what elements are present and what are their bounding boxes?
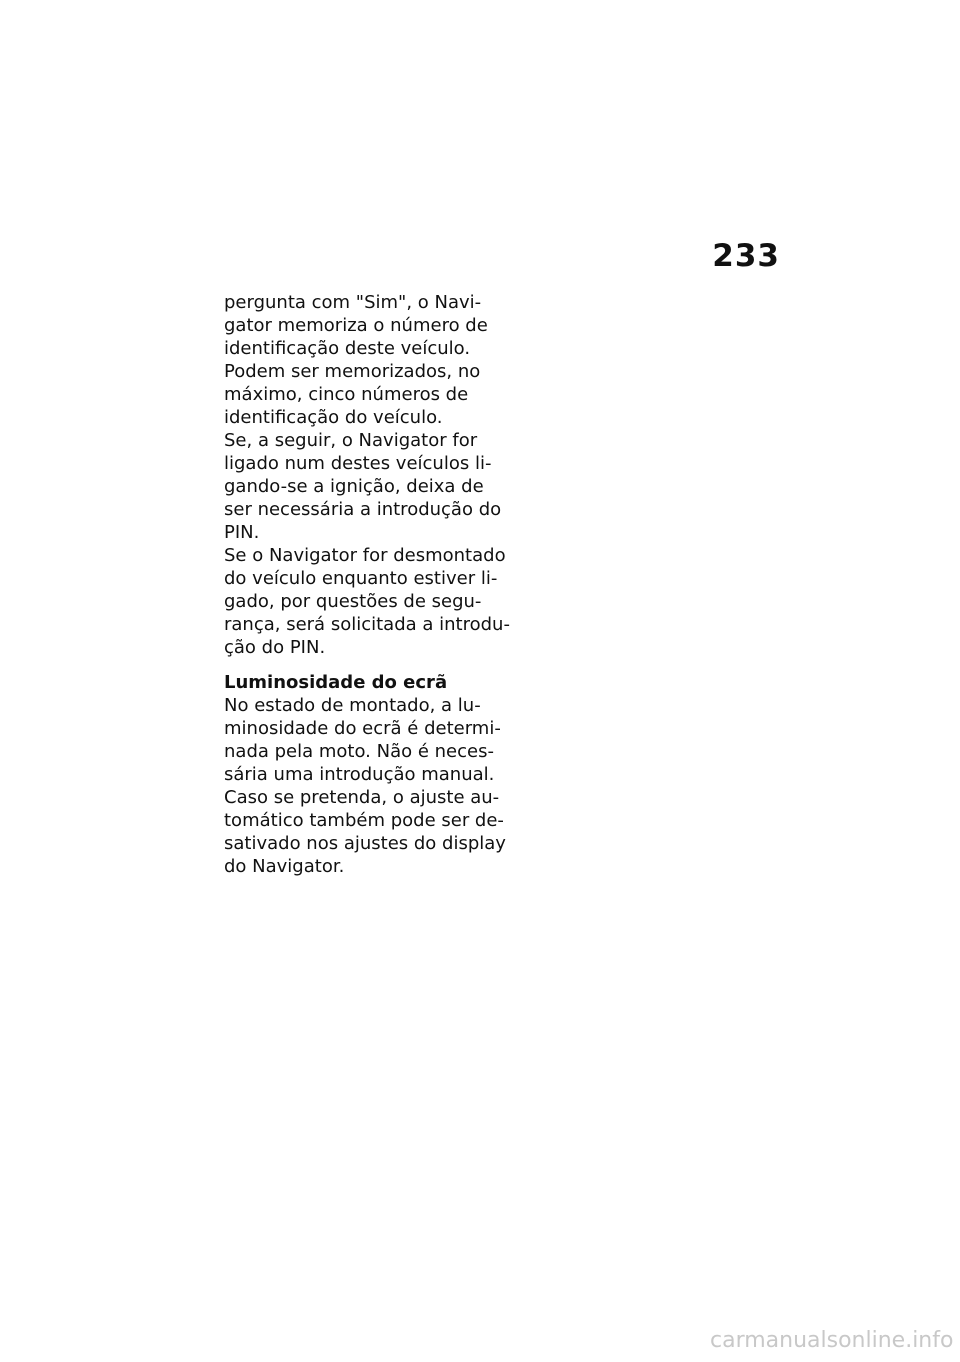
section-spacer [224, 659, 492, 671]
text-line: do veículo enquanto estiver li- [224, 568, 498, 589]
text-line: Caso se pretenda, o ajuste au- [224, 787, 500, 808]
text-line: Se o Navigator for desmontado [224, 545, 506, 566]
text-line: máximo, cinco números de [224, 384, 469, 405]
text-line: identificação do veículo. [224, 407, 443, 428]
text-line: gado, por questões de segu- [224, 591, 482, 612]
text-line: ção do PIN. [224, 637, 326, 658]
text-line: minosidade do ecrã é determi- [224, 718, 501, 739]
paragraph-pin [224, 291, 510, 659]
text-line: ligado num destes veículos li- [224, 453, 492, 474]
text-line: sativado nos ajustes do display [224, 833, 506, 854]
text-line: sária uma introdução manual. [224, 764, 495, 785]
text-line: nada pela moto. Não é neces- [224, 741, 494, 762]
text-line: gando-se a ignição, deixa de [224, 476, 484, 497]
page-number: 233 [712, 238, 780, 274]
text-column [224, 291, 510, 878]
text-line: No estado de montado, a lu- [224, 695, 481, 716]
text-line: PIN. [224, 522, 260, 543]
text-line: Se, a seguir, o Navigator for [224, 430, 478, 451]
section-heading: Luminosidade do ecrã [224, 672, 448, 693]
text-line: pergunta com "Sim", o Navi- [224, 292, 482, 313]
section-screen-brightness [224, 671, 506, 878]
watermark: carmanualsonline.info [710, 1328, 954, 1353]
text-line: tomático também pode ser de- [224, 810, 504, 831]
text-line: do Navigator. [224, 856, 345, 877]
text-line: gator memoriza o número de [224, 315, 488, 336]
text-line: ser necessária a introdução do [224, 499, 502, 520]
text-line: Podem ser memorizados, no [224, 361, 481, 382]
text-line: rança, será solicitada a introdu- [224, 614, 510, 635]
text-line: identificação deste veículo. [224, 338, 471, 359]
